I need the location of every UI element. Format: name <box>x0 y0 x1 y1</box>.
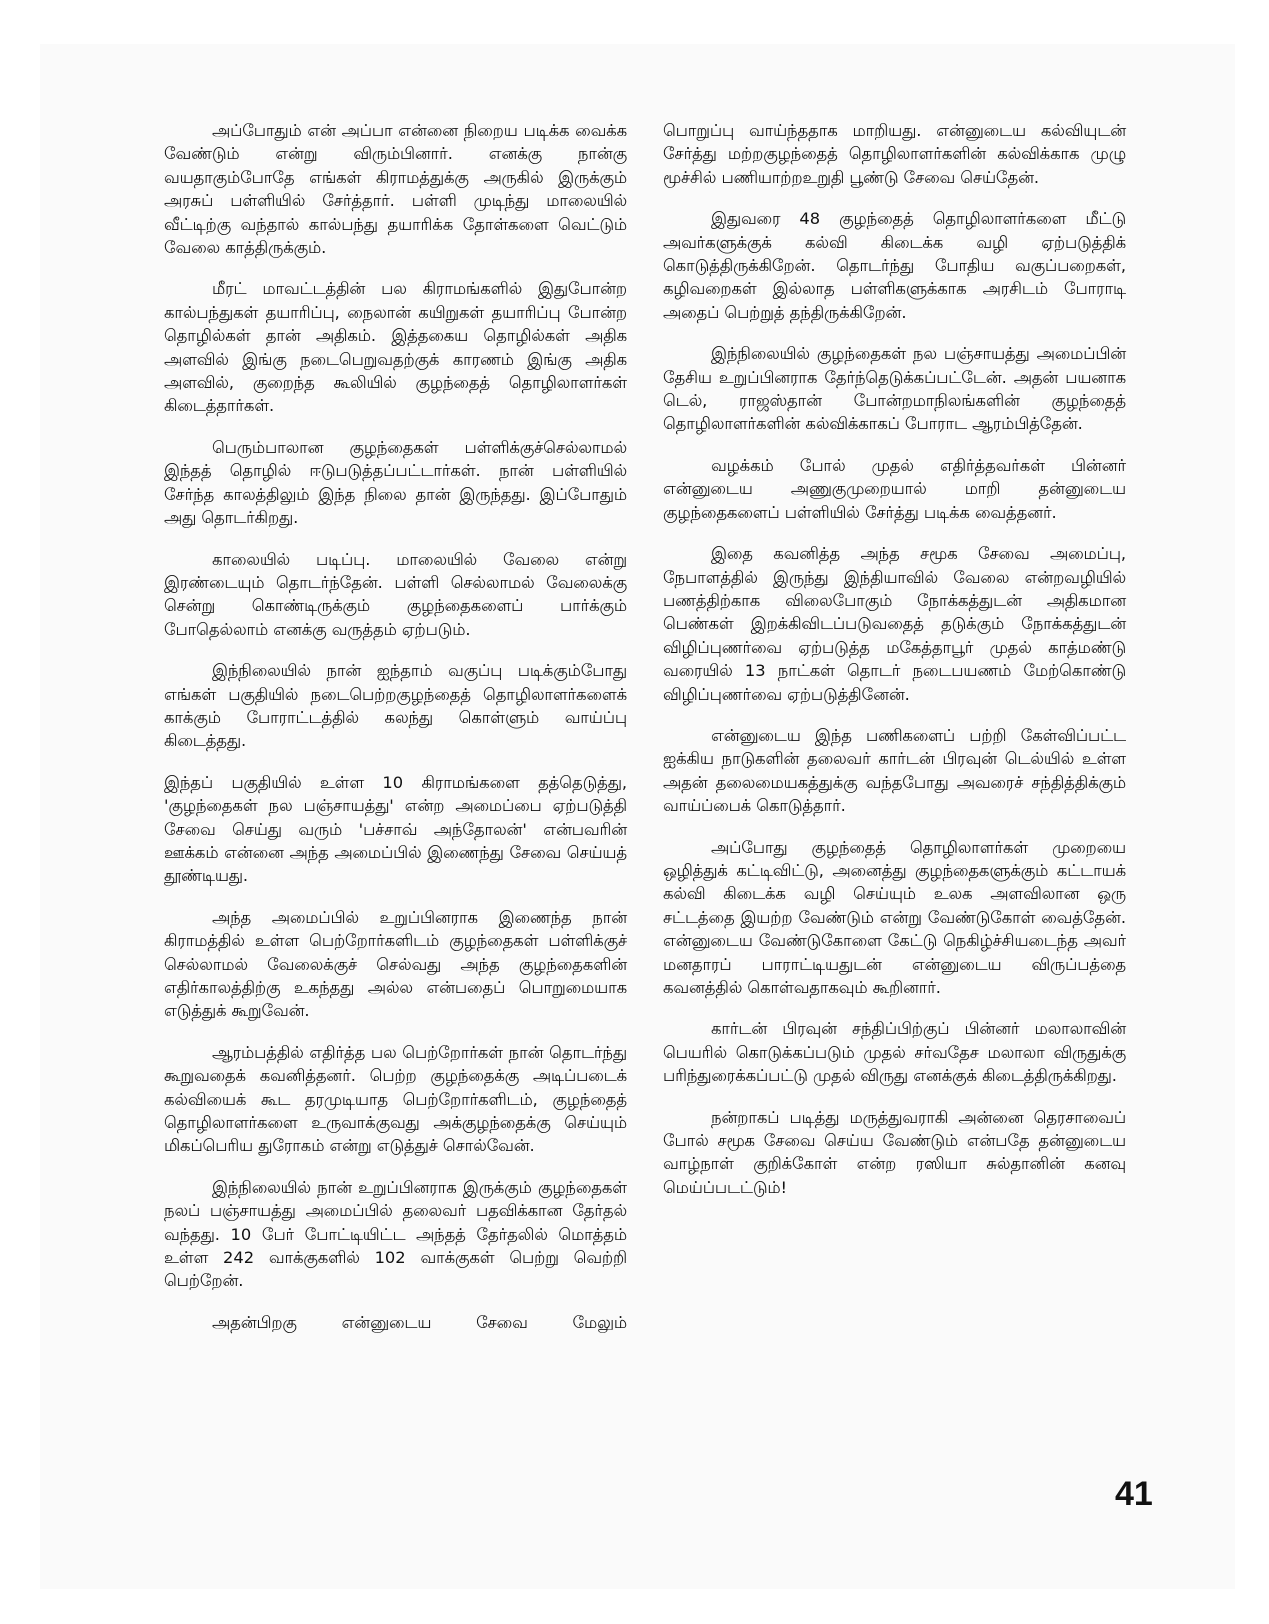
paragraph: நன்றாகப் படித்து மருத்துவராகி அன்னை தெரசாவைப் போல் சமூக சேவை செய்ய வேண்டும் என்பதே தன்னுடைய வாழ்நாள் குறிக்கோள் என்ற ரஸியா சுல்தானின் கனவு மெய்ப்படட்டும்! <box>663 1107 1126 1197</box>
left-text-column <box>164 119 627 1352</box>
right-text-column <box>663 119 1126 1217</box>
paragraph: மீரட் மாவட்டத்தின் பல கிராமங்களில் இதுபோன்ற கால்பந்துகள் தயாரிப்பு, நைலான் கயிறுகள் தயாரிப்பு போன்ற தொழில்கள் தான் அதிகம். இத்தகைய தொழில்கள் அதிக அளவில் இங்கு நடைபெறுவதற்குக் காரணம் இங்கு அதிக அளவில், குறைந்த கூலியில் குழந்தைத் தொழிலாளர்கள் கிடைத்தார்கள். <box>164 279 627 416</box>
paragraph: ஆரம்பத்தில் எதிர்த்த பல பெற்றோர்கள் நான் தொடர்ந்து கூறுவதைக் கவனித்தனர். பெற்ற குழந்தைக்கு அடிப்படைக் கல்வியைக் கூட தரமுடியாத பெற்றோர்களிடம், குழந்தைத் தொழிலாளர்களை உருவாக்குவது அக்குழந்தைக்கு செய்யும் மிகப்பெரிய துரோகம் என்று எடுத்துச் சொல்வேன். <box>164 1042 627 1156</box>
paragraph: அப்போதும் என் அப்பா என்னை நிறைய படிக்க வைக்க வேண்டும் என்று விரும்பினார். எனக்கு நான்கு வயதாகும்போதே எங்கள் கிராமத்துக்கு அருகில் இருக்கும் அரசுப் பள்ளியில் சேர்த்தார். பள்ளி முடிந்து மாலையில் வீட்டிற்கு வந்தால் கால்பந்து தயாரிக்க தோள்களை வெட்டும் வேலை காத்திருக்கும். <box>164 121 627 258</box>
paragraph: பெரும்பாலான குழந்தைகள் பள்ளிக்குச்செல்லாமல் இந்தத் தொழில் ஈடுபடுத்தப்பட்டார்கள். நான் பள்ளியில் சேர்ந்த காலத்திலும் இந்த நிலை தான் இருந்தது. இப்போதும் அது தொடர்கிறது. <box>164 437 627 528</box>
paragraph: இந்தப் பகுதியில் உள்ள 10 கிராமங்களை தத்தெடுத்து, 'குழந்தைகள் நல பஞ்சாயத்து' என்ற அமைப்பை ஏற்படுத்தி சேவை செய்து வரும் 'பச்சாவ் அந்தோலன்' என்பவரின் ஊக்கம் என்னை அந்த அமைப்பில் இணைந்து சேவை செய்யத் தூண்டியது. <box>164 772 627 886</box>
paragraph: கார்டன் பிரவுன் சந்திப்பிற்குப் பின்னர் மலாலாவின் பெயரில் கொடுக்கப்படும் முதல் சர்வதேச மலாலா விருதுக்கு பரிந்துரைக்கப்பட்டு முதல் விருது எனக்குக் கிடைத்திருக்கிறது. <box>663 1019 1126 1086</box>
paragraph: இதுவரை 48 குழந்தைத் தொழிலாளர்களை மீட்டு அவர்களுக்குக் கல்வி கிடைக்க வழி ஏற்படுத்திக் கொடுத்திருக்கிறேன். தொடர்ந்து போதிய வகுப்பறைகள், கழிவறைகள் இல்லாத பள்ளிகளுக்காக அரசிடம் போராடி அதைப் பெற்றுத் தந்திருக்கிறேன். <box>663 209 1126 322</box>
paragraph: அதன்பிறகு என்னுடைய சேவை மேலும் <box>212 1312 627 1332</box>
paragraph: வழக்கம் போல் முதல் எதிர்த்தவர்கள் பின்னர் என்னுடைய அணுகுமுறையால் மாறி தன்னுடைய குழந்தைகளைப் பள்ளியில் சேர்த்து படிக்க வைத்தனர். <box>663 455 1126 522</box>
paragraph: என்னுடைய இந்த பணிகளைப் பற்றி கேள்விப்பட்ட ஐக்கிய நாடுகளின் தலைவர் கார்டன் பிரவுன் டெல்யில் உள்ள அதன் தலைமையகத்துக்கு வந்தபோது அவரைச் சந்தித்திக்கும் வாய்ப்பைக் கொடுத்தார். <box>663 725 1126 816</box>
paragraph: காலையில் படிப்பு. மாலையில் வேலை என்று இரண்டையும் தொடர்ந்தேன். பள்ளி செல்லாமல் வேலைக்கு சென்று கொண்டிருக்கும் குழந்தைகளைப் பார்க்கும் போதெல்லாம் எனக்கு வருத்தம் ஏற்படும். <box>164 549 627 639</box>
paragraph: இந்நிலையில் நான் உறுப்பினராக இருக்கும் குழந்தைகள் நலப் பஞ்சாயத்து அமைப்பில் தலைவர் பதவிக்கான தேர்தல் வந்தது. 10 பேர் போட்டியிட்ட அந்தத் தேர்தலில் மொத்தம் உள்ள 242 வாக்குகளில் 102 வாக்குகள் பெற்று வெற்றி பெற்றேன். <box>164 1177 627 1291</box>
paragraph: இந்நிலையில் நான் ஐந்தாம் வகுப்பு படிக்கும்போது எங்கள் பகுதியில் நடைபெற்றகுழந்தைத் தொழிலாளர்களைக் காக்கும் போராட்டத்தில் கலந்து கொள்ளும் வாய்ப்பு கிடைத்தது. <box>164 661 627 751</box>
paragraph: அந்த அமைப்பில் உறுப்பினராக இணைந்த நான் கிராமத்தில் உள்ள பெற்றோர்களிடம் குழந்தைகள் பள்ளிக்குச் செல்லாமல் வேலைக்குச் செல்வது அந்த குழந்தைகளின் எதிர்காலத்திற்கு உகந்தது அல்ல என்பதைப் பொறுமையாக எடுத்துக் கூறுவேன். <box>164 907 627 1021</box>
paragraph: பொறுப்பு வாய்ந்ததாக மாறியது. என்னுடைய கல்வியுடன் சேர்த்து மற்றகுழந்தைத் தொழிலாளர்களின் கல்விக்காக முழு மூச்சில் பணியாற்றஉறுதி பூண்டு சேவை செய்தேன். <box>663 121 1126 187</box>
paragraph: இந்நிலையில் குழந்தைகள் நல பஞ்சாயத்து அமைப்பின் தேசிய உறுப்பினராக தேர்ந்தெடுக்கப்பட்டேன். அதன் பயனாக டெல், ராஜஸ்தான் போன்றமாநிலங்களின் குழந்தைத் தொழிலாளர்களின் கல்விக்காகப் போராட ஆரம்பித்தேன். <box>663 344 1126 434</box>
paragraph: இதை கவனித்த அந்த சமூக சேவை அமைப்பு, நேபாளத்தில் இருந்து இந்தியாவில் வேலை என்றவழியில் பணத்திற்காக விலைபோகும் நோக்கத்துடன் அதிகமான பெண்கள் இறக்கிவிடப்படுவதைத் தடுக்கும் நோக்கத்துடன் விழிப்புணர்வை ஏற்படுத்த மகேத்தாபூர் முதல் காத்மண்டு வரையில் 13 நாட்கள் தொடர் நடைபயணம் மேற்கொண்டு விழிப்புணர்வை ஏற்படுத்தினேன். <box>663 544 1126 704</box>
paragraph: அப்போது குழந்தைத் தொழிலாளர்கள் முறையை ஒழித்துக் கட்டிவிட்டு, அனைத்து குழந்தைகளுக்கும் கட்டாயக் கல்வி கிடைக்க வழி செய்யும் உலக அளவிலான ஒரு சட்டத்தை இயற்ற வேண்டும் என்று வேண்டுகோள் வைத்தேன். என்னுடைய வேண்டுகோளை கேட்டு நெகிழ்ச்சியடைந்த அவர் மனதாரப் பாராட்டியதுடன் என்னுடைய விருப்பத்தை கவனத்தில் கொள்வதாகவும் கூறினார். <box>663 837 1126 997</box>
page-number: 41 <box>1115 1475 1153 1513</box>
